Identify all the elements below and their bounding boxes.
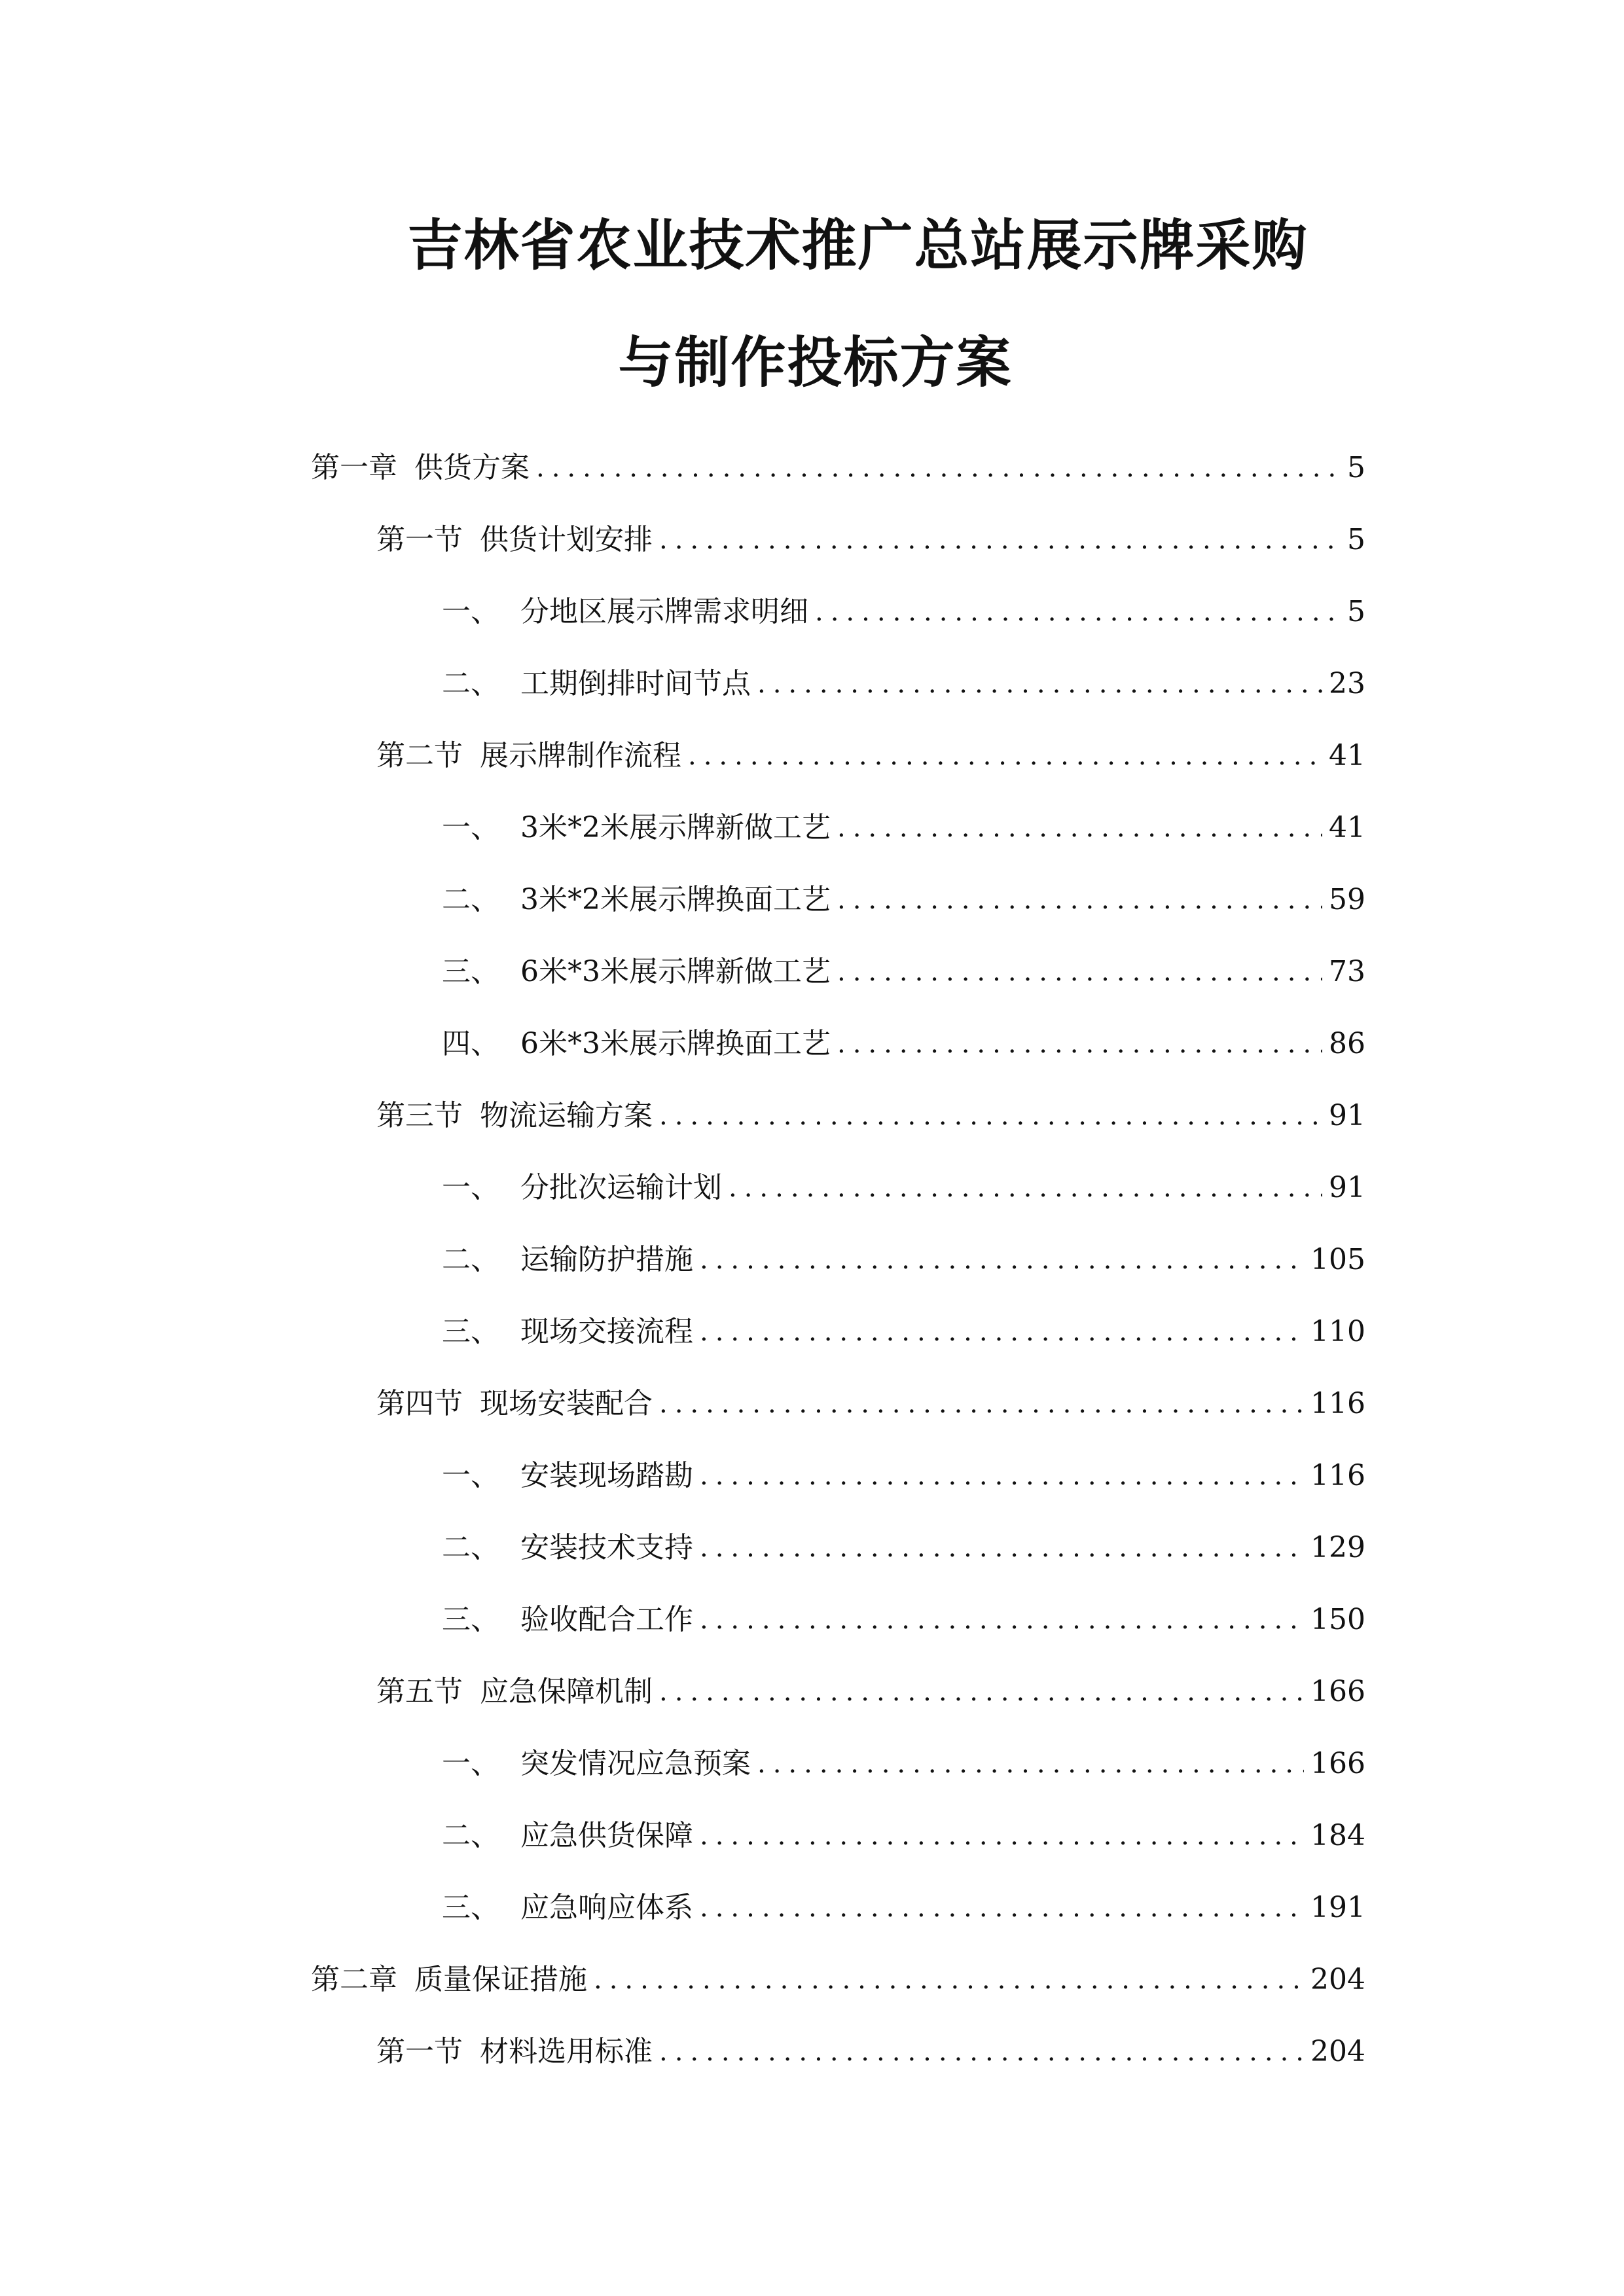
toc-entry-page: 105 [1310, 1243, 1365, 1276]
toc-entry-page: 129 [1310, 1531, 1365, 1564]
toc-leader-dots [700, 1247, 1304, 1273]
toc-entry-page: 184 [1310, 1819, 1365, 1852]
toc-leader-dots [837, 1031, 1322, 1057]
toc-entry-page: 23 [1329, 667, 1365, 700]
toc-leader-dots [536, 455, 1341, 481]
toc-entry-number: 四、 [442, 1027, 499, 1060]
toc-entry-item[interactable] [442, 805, 1365, 851]
toc-entry-number: 第三节 [376, 1099, 463, 1132]
toc-entry-number: 第二节 [376, 739, 463, 772]
toc-entry-section[interactable] [376, 733, 1365, 779]
toc-entry-number: 第四节 [376, 1387, 463, 1420]
toc-leader-dots [700, 1607, 1304, 1633]
toc-entry-number: 一、 [442, 1171, 499, 1204]
toc-entry-title: 3米*2米展示牌新做工艺 [520, 811, 831, 844]
toc-entry-number: 一、 [442, 1747, 499, 1780]
toc-entry-page: 91 [1329, 1171, 1365, 1204]
toc-entry-page: 191 [1310, 1891, 1365, 1924]
toc-leader-dots [757, 1751, 1304, 1777]
toc-entry-number: 三、 [442, 1315, 499, 1348]
toc-entry-page: 204 [1310, 1963, 1365, 1996]
toc-leader-dots [729, 1175, 1322, 1201]
toc-entry-title: 运输防护措施 [520, 1243, 693, 1276]
toc-entry-title: 现场安装配合 [480, 1387, 653, 1420]
toc-entry-page: 73 [1329, 955, 1365, 988]
toc-leader-dots [659, 527, 1341, 553]
toc-entry-title: 应急供货保障 [520, 1819, 693, 1852]
toc-entry-title: 应急保障机制 [480, 1675, 653, 1708]
toc-entry-number: 二、 [442, 1243, 499, 1276]
toc-leader-dots [700, 1463, 1304, 1489]
toc-leader-dots [659, 2039, 1304, 2065]
toc-entry-item[interactable] [442, 1741, 1365, 1787]
toc-entry-chapter[interactable] [311, 445, 1365, 491]
toc-entry-section[interactable] [376, 1381, 1365, 1427]
toc-entry-item[interactable] [442, 1525, 1365, 1571]
toc-entry-page: 86 [1329, 1027, 1365, 1060]
toc-entry-page: 5 [1347, 595, 1365, 628]
toc-entry-page: 116 [1310, 1387, 1365, 1420]
toc-entry-title: 分地区展示牌需求明细 [520, 595, 808, 628]
toc-entry-title: 应急响应体系 [520, 1891, 693, 1924]
toc-entry-page: 59 [1329, 883, 1365, 916]
toc-entry-title: 质量保证措施 [414, 1963, 587, 1996]
toc-entry-page: 150 [1310, 1603, 1365, 1636]
document-title-line-1: 吉林省农业技术推广总站展示牌采购 [407, 213, 1308, 278]
toc-entry-section[interactable] [376, 1669, 1365, 1715]
toc-entry-title: 突发情况应急预案 [520, 1747, 751, 1780]
toc-entry-title: 分批次运输计划 [520, 1171, 722, 1204]
toc-entry-title: 6米*3米展示牌新做工艺 [520, 955, 831, 988]
toc-leader-dots [700, 1895, 1304, 1921]
toc-entry-page: 166 [1310, 1675, 1365, 1708]
toc-entry-page: 41 [1329, 739, 1365, 772]
toc-entry-number: 第一节 [376, 2035, 463, 2068]
toc-leader-dots [815, 599, 1341, 625]
toc-entry-number: 二、 [442, 883, 499, 916]
toc-entry-item[interactable] [442, 877, 1365, 923]
toc-entry-title: 展示牌制作流程 [480, 739, 681, 772]
toc-entry-number: 第五节 [376, 1675, 463, 1708]
toc-leader-dots [659, 1679, 1304, 1705]
toc-entry-item[interactable] [442, 1813, 1365, 1859]
toc-entry-title: 3米*2米展示牌换面工艺 [520, 883, 831, 916]
toc-leader-dots [837, 887, 1322, 913]
toc-entry-title: 供货方案 [414, 451, 530, 484]
toc-entry-title: 验收配合工作 [520, 1603, 693, 1636]
toc-entry-title: 材料选用标准 [480, 2035, 653, 2068]
toc-entry-number: 三、 [442, 1603, 499, 1636]
toc-entry-item[interactable] [442, 1165, 1365, 1211]
toc-entry-number: 一、 [442, 595, 499, 628]
toc-entry-item[interactable] [442, 1597, 1365, 1643]
toc-leader-dots [700, 1823, 1304, 1849]
toc-entry-number: 第一节 [376, 523, 463, 556]
toc-leader-dots [837, 815, 1322, 841]
toc-entry-page: 204 [1310, 2035, 1365, 2068]
toc-entry-number: 三、 [442, 955, 499, 988]
toc-leader-dots [688, 743, 1322, 769]
toc-entry-number: 一、 [442, 1459, 499, 1492]
toc-entry-item[interactable] [442, 1453, 1365, 1499]
toc-entry-title: 安装技术支持 [520, 1531, 693, 1564]
toc-leader-dots [700, 1535, 1304, 1561]
document-title-line-2: 与制作投标方案 [618, 331, 1013, 395]
toc-entry-item[interactable] [442, 661, 1365, 707]
toc-entry-number: 三、 [442, 1891, 499, 1924]
toc-entry-item[interactable] [442, 1309, 1365, 1355]
toc-entry-item[interactable] [442, 1237, 1365, 1283]
toc-leader-dots [700, 1319, 1304, 1345]
toc-entry-title: 物流运输方案 [480, 1099, 653, 1132]
toc-entry-page: 5 [1347, 523, 1365, 556]
toc-entry-item[interactable] [442, 1885, 1365, 1931]
toc-entry-item[interactable] [442, 589, 1365, 635]
toc-entry-item[interactable] [442, 1021, 1365, 1067]
toc-leader-dots [837, 959, 1322, 985]
toc-leader-dots [659, 1103, 1322, 1129]
toc-entry-title: 安装现场踏勘 [520, 1459, 693, 1492]
toc-entry-chapter[interactable] [311, 1957, 1365, 2003]
toc-leader-dots [659, 1391, 1304, 1417]
toc-entry-page: 41 [1329, 811, 1365, 844]
toc-entry-section[interactable] [376, 1093, 1365, 1139]
toc-entry-number: 二、 [442, 667, 499, 700]
toc-entry-page: 116 [1310, 1459, 1365, 1492]
toc-entry-page: 110 [1310, 1315, 1365, 1348]
toc-entry-item[interactable] [442, 949, 1365, 995]
toc-entry-section[interactable] [376, 2029, 1365, 2075]
toc-leader-dots [594, 1967, 1304, 1993]
toc-entry-title: 现场交接流程 [520, 1315, 693, 1348]
toc-entry-section[interactable] [376, 517, 1365, 563]
toc-entry-number: 第一章 [311, 451, 397, 484]
toc-entry-number: 一、 [442, 811, 499, 844]
toc-entry-title: 6米*3米展示牌换面工艺 [520, 1027, 831, 1060]
toc-entry-page: 166 [1310, 1747, 1365, 1780]
toc-entry-title: 供货计划安排 [480, 523, 653, 556]
toc-entry-number: 第二章 [311, 1963, 397, 1996]
toc-entry-title: 工期倒排时间节点 [520, 667, 751, 700]
toc-entry-number: 二、 [442, 1531, 499, 1564]
toc-entry-page: 91 [1329, 1099, 1365, 1132]
toc-entry-number: 二、 [442, 1819, 499, 1852]
toc-entry-page: 5 [1347, 451, 1365, 484]
toc-leader-dots [757, 671, 1322, 697]
